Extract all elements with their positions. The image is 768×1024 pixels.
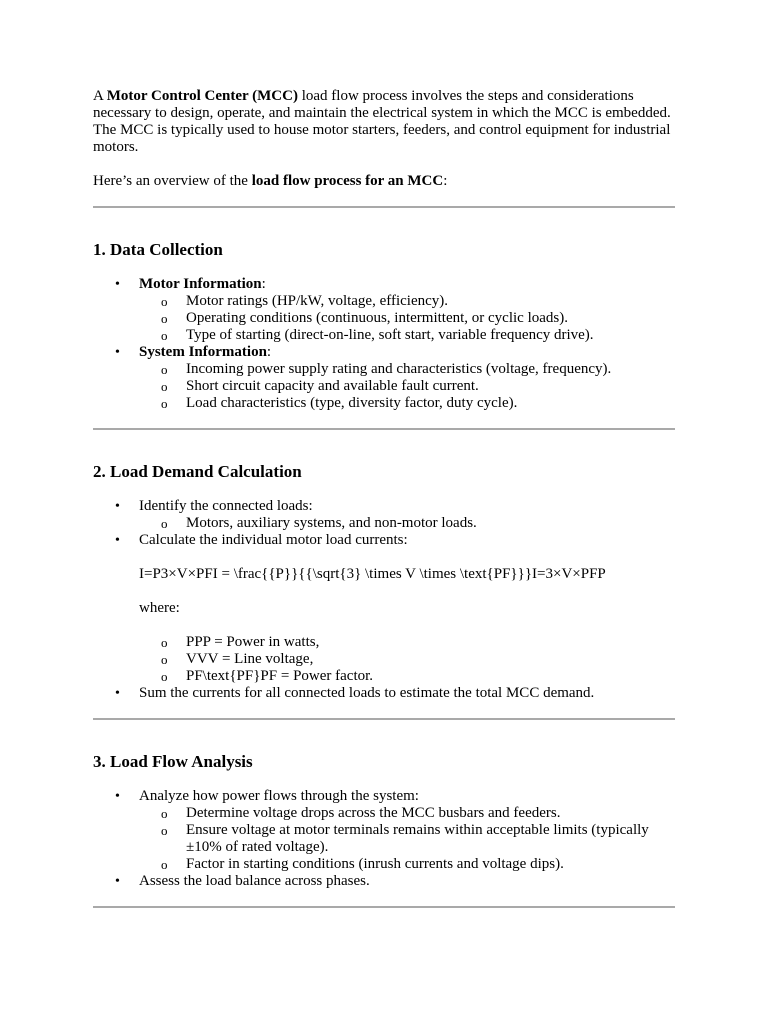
list-item-text: Factor in starting conditions (inrush currents and voltage dips). — [186, 856, 564, 872]
motor-information-colon: : — [261, 276, 266, 292]
bullet-icon: • — [115, 499, 120, 514]
circle-bullet-icon: o — [161, 823, 168, 838]
circle-bullet-icon: o — [161, 396, 168, 411]
list-item — [139, 310, 675, 327]
intro-paragraph — [93, 88, 675, 156]
section-heading-data-collection: 1. Data Collection — [93, 240, 223, 259]
bullet-icon: • — [115, 874, 120, 889]
circle-bullet-icon: o — [161, 669, 168, 684]
circle-bullet-icon: o — [161, 635, 168, 650]
bullet-icon: • — [115, 789, 120, 804]
overview-lead: Here’s an overview of the — [93, 173, 252, 189]
list-item-calculate-currents — [93, 532, 675, 685]
intro-lead: A — [93, 88, 107, 104]
intro-rest: load flow process involves the steps and considerations necessary to design, operate, and maintain the electrical system in which the MCC is embedded. The MCC is typically used to house motor starters, feeders, and control equipment for industrial motors. — [93, 88, 671, 155]
formula-variables-sublist — [139, 634, 675, 685]
list-item — [139, 395, 675, 412]
list-item — [139, 856, 675, 873]
system-information-colon: : — [266, 344, 272, 360]
system-information-sublist — [139, 361, 675, 412]
section-heading-load-flow-analysis: 3. Load Flow Analysis — [93, 752, 253, 771]
list-item-text: Determine voltage drops across the MCC busbars and feeders. — [186, 805, 561, 821]
motor-information-label: Motor Information — [139, 276, 262, 292]
intro-term: Motor Control Center (MCC) — [106, 88, 298, 104]
document-page — [93, 88, 675, 908]
list-item-text: Motors, auxiliary systems, and non-motor loads. — [186, 515, 477, 531]
section-divider — [93, 906, 675, 908]
circle-bullet-icon: o — [161, 857, 168, 872]
list-item-text: Calculate the individual motor load currents: — [139, 532, 408, 548]
current-formula: I=P3×V×PFI = \frac{{P}}{{\sqrt{3} \times V \times \text{PF}}}I=3×V×PFP — [139, 566, 606, 582]
circle-bullet-icon: o — [161, 379, 168, 394]
list-item-text: Ensure voltage at motor terminals remains within acceptable limits (typically ±10% of rated voltage). — [186, 822, 649, 855]
list-item — [139, 651, 675, 668]
list-item-assess-balance — [93, 873, 675, 890]
list-item-text: Motor ratings (HP/kW, voltage, efficiency). — [186, 293, 449, 309]
list-item — [139, 822, 675, 856]
list-item-text: Analyze how power flows through the system: — [139, 788, 419, 804]
bullet-icon: • — [115, 277, 120, 292]
list-item-analyze-power-flow — [93, 788, 675, 873]
section-divider — [93, 718, 675, 720]
data-collection-list — [93, 276, 675, 412]
list-item-identify-loads — [93, 498, 675, 532]
circle-bullet-icon: o — [161, 294, 168, 309]
section-heading-load-demand: 2. Load Demand Calculation — [93, 462, 302, 481]
list-item-text: PPP = Power in watts, — [186, 634, 320, 650]
list-item-text: Type of starting (direct-on-line, soft start, variable frequency drive). — [186, 327, 594, 343]
list-item-text: Short circuit capacity and available fault current. — [186, 378, 479, 394]
circle-bullet-icon: o — [161, 806, 168, 821]
list-item-text: PF\text{PF}PF = Power factor. — [186, 668, 374, 684]
list-item-motor-information — [93, 276, 675, 344]
list-item — [139, 378, 675, 395]
overview-paragraph — [93, 173, 675, 190]
circle-bullet-icon: o — [161, 311, 168, 326]
list-item-sum-currents — [93, 685, 675, 702]
list-item — [139, 668, 675, 685]
list-item-text: Identify the connected loads: — [139, 498, 313, 514]
motor-information-sublist — [139, 293, 675, 344]
list-item — [139, 515, 675, 532]
list-item — [139, 634, 675, 651]
bullet-icon: • — [115, 345, 120, 360]
bullet-icon: • — [115, 686, 120, 701]
list-item-text: Assess the load balance across phases. — [139, 873, 370, 889]
list-item — [139, 361, 675, 378]
where-label: where: — [139, 600, 180, 616]
circle-bullet-icon: o — [161, 328, 168, 343]
list-item-system-information — [93, 344, 675, 412]
circle-bullet-icon: o — [161, 516, 168, 531]
list-item-text: Operating conditions (continuous, intermittent, or cyclic loads). — [186, 310, 568, 326]
list-item — [139, 805, 675, 822]
list-item-text: VVV = Line voltage, — [186, 651, 314, 667]
identify-loads-sublist — [139, 515, 675, 532]
circle-bullet-icon: o — [161, 652, 168, 667]
bullet-icon: • — [115, 533, 120, 548]
list-item — [139, 293, 675, 310]
overview-term: load flow process for an MCC — [251, 173, 444, 189]
overview-tail: : — [443, 173, 448, 189]
load-demand-list — [93, 498, 675, 702]
circle-bullet-icon: o — [161, 362, 168, 377]
load-flow-analysis-list — [93, 788, 675, 890]
list-item-text: Sum the currents for all connected loads to estimate the total MCC demand. — [139, 685, 595, 701]
section-divider — [93, 428, 675, 430]
list-item-text: Load characteristics (type, diversity factor, duty cycle). — [186, 395, 518, 411]
list-item-text: Incoming power supply rating and characteristics (voltage, frequency). — [186, 361, 612, 377]
analyze-sublist — [139, 805, 675, 873]
list-item — [139, 327, 675, 344]
system-information-label: System Information — [139, 344, 267, 360]
section-divider — [93, 206, 675, 208]
